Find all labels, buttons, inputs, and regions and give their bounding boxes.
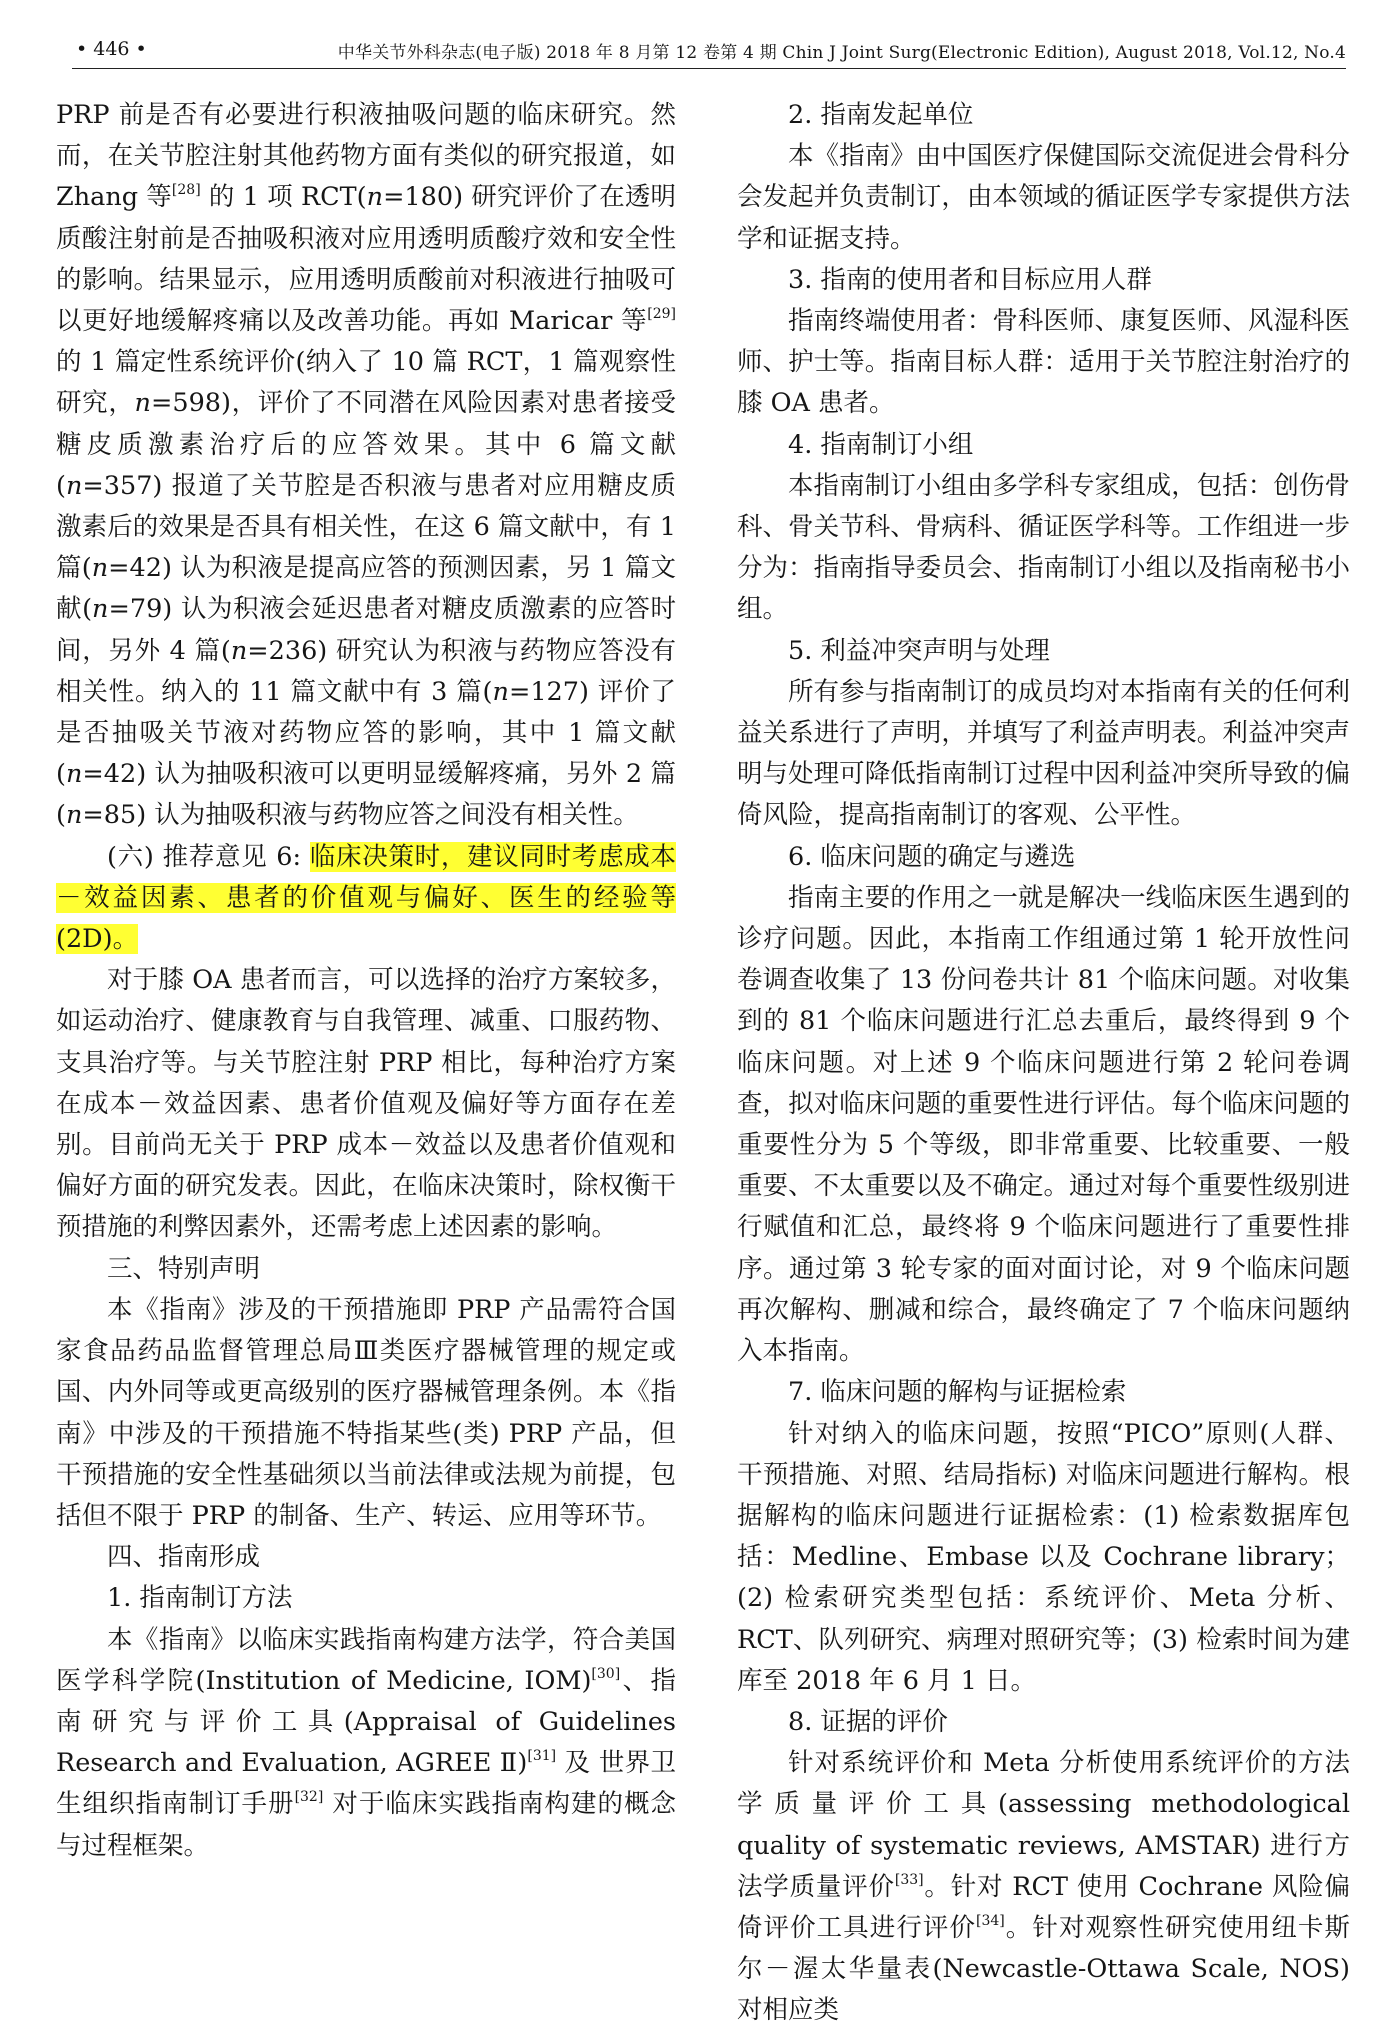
citation-ref: [28] bbox=[171, 182, 201, 199]
citation-ref: [30] bbox=[591, 1665, 621, 1682]
right-column bbox=[737, 95, 1350, 2032]
paragraph-conflict: 所有参与指南制订的成员均对本指南有关的任何利益关系进行了声明，并填写了利益声明表。利益冲突声明与处理可降低指南制订过程中因利益冲突所导致的偏倚风险，提高指南制订的客观、公平性。 bbox=[737, 676, 1350, 831]
paragraph-retrieval: 针对纳入的临床问题，按照“PICO”原则(人群、干预措施、对照、结局指标) 对临床问题进行解构。根据解构的临床问题进行证据检索：(1) 检索数据库包括：Medline、Embase 以及 Cochrane library；(2) 检索研究类型包括：系统评价、Meta 分析、RCT、队列研究、病理对照研究等；(3) 检索时间为建库至 2018 年 6 月 1 日。 bbox=[737, 1418, 1350, 1696]
paragraph-treatment-options: 对于膝 OA 患者而言，可以选择的治疗方案较多，如运动治疗、健康教育与自我管理、减重、口服药物、支具治疗等。与关节腔注射 PRP 相比，每种治疗方案在成本－效益因素、患者价值观及偏好等方面存在差别。目前尚无关于 PRP 成本－效益以及患者价值观和偏好方面的研究发表。因此，在临床决策时，除权衡干预措施的利弊因素外，还需考虑上述因素的影响。 bbox=[56, 965, 676, 1243]
section-heading-special-statement: 三、特别声明 bbox=[107, 1253, 261, 1284]
paragraph-special-statement: 本《指南》涉及的干预措施即 PRP 产品需符合国家食品药品监督管理总局Ⅲ类医疗器械管理的规定或国、内外同等或更高级别的医疗器械管理条例。本《指南》中涉及的干预措施不特指某些(类) PRP 产品，但干预措施的安全性基础须以当前法律或法规为前提，包括但不限于 PRP 的制备、生产、转运、应用等环节。 bbox=[56, 1294, 676, 1531]
subheading-evaluation: 8. 证据的评价 bbox=[788, 1706, 948, 1737]
recommendation-label: (六) 推荐意见 6: bbox=[107, 841, 310, 872]
citation-ref: [31] bbox=[527, 1748, 557, 1765]
paragraph-effusion-studies: PRP 前是否有必要进行积液抽吸问题的临床研究。然而，在关节腔注射其他药物方面有类似的研究报道，如 Zhang 等[28] 的 1 项 RCT(n=180) 研究评价了在透明质酸注射前是否抽吸积液对应用透明质酸疗效和安全性的影响。结果显示，应用透明质酸前对积液进行抽吸可以更好地缓解疼痛以及改善功能。再如 Maricar 等[29] 的 1 篇定性系统评价(纳入了 10 篇 RCT，1 篇观察性研究，n=598)，评价了不同潜在风险因素对患者接受糖皮质激素治疗后的应答效果。其中 6 篇文献(n=357) 报道了关节腔是否积液与患者对应用糖皮质激素后的效果是否具有相关性，在这 6 篇文献中，有 1 篇(n=42) 认为积液是提高应答的预测因素，另 1 篇文献(n=79) 认为积液会延迟患者对糖皮质激素的应答时间，另外 4 篇(n=236) 研究认为积液与药物应答没有相关性。纳入的 11 篇文献中有 3 篇(n=127) 评价了是否抽吸关节液对药物应答的影响，其中 1 篇文献(n=42) 认为抽吸积液可以更明显缓解疼痛，另外 2 篇(n=85) 认为抽吸积液与药物应答之间没有相关性。 bbox=[56, 100, 677, 831]
subheading-retrieval: 7. 临床问题的解构与证据检索 bbox=[788, 1377, 1127, 1408]
left-column bbox=[56, 95, 676, 1867]
recommendation-6 bbox=[56, 837, 676, 961]
running-header bbox=[72, 34, 1346, 69]
subheading-users: 3. 指南的使用者和目标应用人群 bbox=[788, 264, 1152, 295]
subheading-group: 4. 指南制订小组 bbox=[788, 429, 974, 460]
subheading-questions: 6. 临床问题的确定与遴选 bbox=[788, 841, 1076, 872]
citation-ref: [34] bbox=[976, 1912, 1005, 1929]
subheading-conflict: 5. 利益冲突声明与处理 bbox=[788, 635, 1050, 666]
citation-ref: [32] bbox=[294, 1789, 324, 1806]
paragraph-sponsor: 本《指南》由中国医疗保健国际交流促进会骨科分会发起并负责制订，由本领域的循证医学专家提供方法学和证据支持。 bbox=[737, 141, 1350, 254]
subheading-sponsor: 2. 指南发起单位 bbox=[788, 100, 974, 130]
highlighted-recommendation: 临床决策时，建议同时考虑成本－效益因素、患者的价值观与偏好、医生的经验等 (2D)。 bbox=[56, 841, 676, 955]
section-heading-guideline-formation: 四、指南形成 bbox=[107, 1542, 261, 1573]
paragraph-users: 指南终端使用者：骨科医师、康复医师、风湿科医师、护士等。指南目标人群：适用于关节腔注射治疗的膝 OA 患者。 bbox=[737, 306, 1350, 419]
page-number: • 446 • bbox=[76, 38, 147, 60]
citation-ref: [33] bbox=[894, 1871, 924, 1888]
paragraph-questions: 指南主要的作用之一就是解决一线临床医生遇到的诊疗问题。因此，本指南工作组通过第 1 轮开放性问卷调查收集了 13 份问卷共计 81 个临床问题。对收集到的 81 个临床问题进行汇总去重后，最终得到 9 个临床问题。对上述 9 个临床问题进行第 2 轮问卷调查，拟对临床问题的重要性进行评估。每个临床问题的重要性分为 5 个等级，即非常重要、比较重要、一般重要、不太重要以及不确定。通过对每个重要性级别进行赋值和汇总，最终将 9 个临床问题进行了重要性排序。通过第 3 轮专家的面对面讨论，对 9 个临床问题再次解构、删减和综合，最终确定了 7 个临床问题纳入本指南。 bbox=[737, 882, 1350, 1367]
subheading-method: 1. 指南制订方法 bbox=[107, 1583, 293, 1614]
citation-ref: [29] bbox=[647, 306, 676, 323]
paragraph-group: 本指南制订小组由多学科专家组成，包括：创伤骨科、骨关节科、骨病科、循证医学科等。工作组进一步分为：指南指导委员会、指南制订小组以及指南秘书小组。 bbox=[737, 470, 1350, 625]
paragraph-evaluation: 针对系统评价和 Meta 分析使用系统评价的方法学质量评价工具(assessing methodological quality of systematic reviews, AMSTAR) 进行方法学质量评价[33]。针对 RCT 使用 Cochrane 风险偏倚评价工具进行评价[34]。针对观察性研究使用纽卡斯尔－渥太华量表(Newcastle-Ottawa Scale, NOS) 对相应类 bbox=[737, 1748, 1350, 2026]
paragraph-method: 本《指南》以临床实践指南构建方法学，符合美国医学科学院(Institution of Medicine, IOM)[30]、指南研究与评价工具(Appraisal of Guidelines Research and Evaluation, AGREE Ⅱ)[31] 及 世界卫生组织指南制订手册[32] 对于临床实践指南构建的概念与过程框架。 bbox=[56, 1624, 676, 1861]
journal-citation: 中华关节外科杂志(电子版) 2018 年 8 月第 12 卷第 4 期 Chin J Joint Surg(Electronic Edition), August 2018, Vol.12, No.4 bbox=[337, 43, 1346, 63]
